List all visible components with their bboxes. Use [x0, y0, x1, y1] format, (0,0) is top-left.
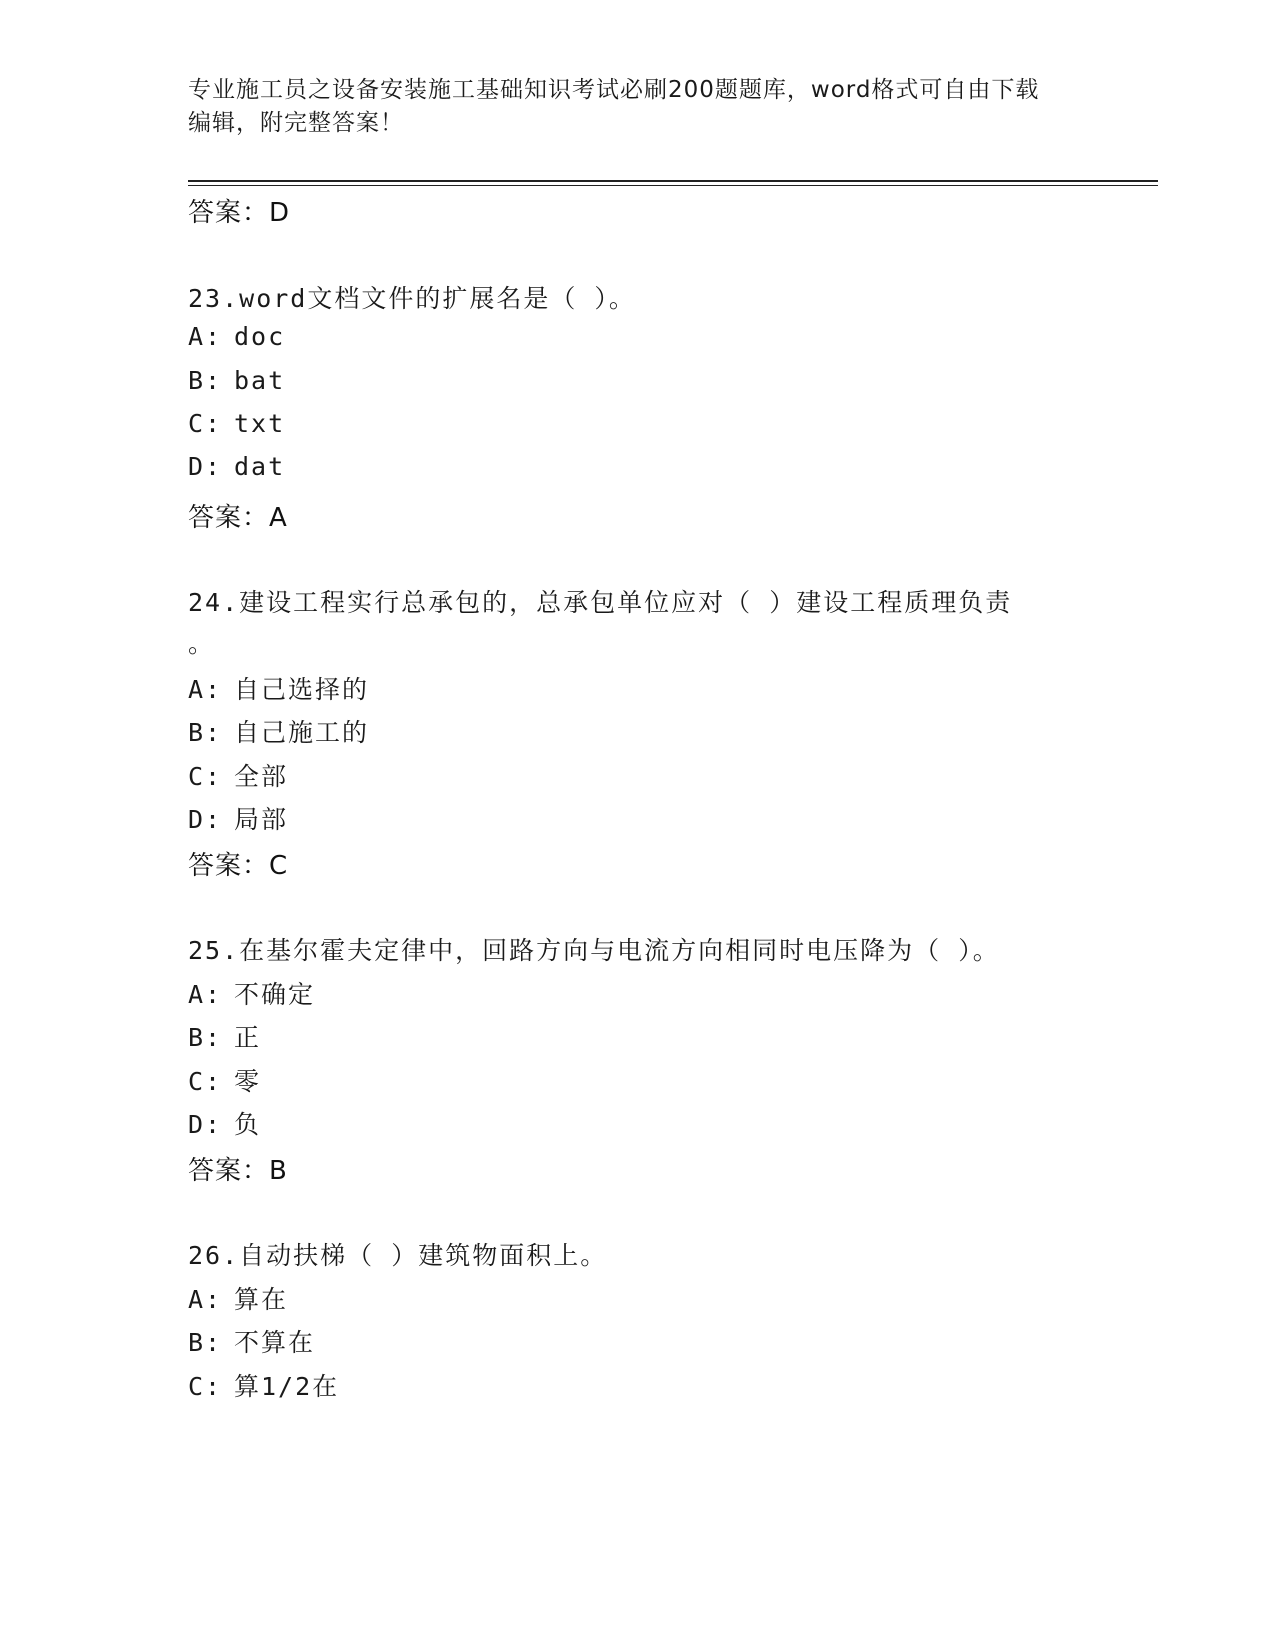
option-text: 负 [234, 1110, 262, 1139]
option-label: C: [188, 762, 223, 791]
question-23-option-a [188, 322, 285, 351]
option-label: A: [188, 980, 223, 1009]
question-24-option-d [188, 800, 288, 836]
question-24-option-b [188, 713, 369, 749]
question-25-option-d [188, 1105, 261, 1141]
option-label: C: [188, 1067, 223, 1096]
question-23-stem: 23.word文档文件的扩展名是（ ）。 [188, 284, 636, 313]
option-label: D: [188, 452, 223, 481]
question-24-answer: 答案：C [188, 851, 289, 881]
question-24-option-c [188, 757, 288, 793]
option-label: C: [188, 409, 223, 438]
option-label: D: [188, 805, 223, 834]
option-text: 正 [234, 1023, 262, 1052]
option-text: 全部 [234, 762, 289, 791]
question-25-option-c [188, 1062, 261, 1098]
question-26-stem: 26.自动扶梯（ ）建筑物面积上。 [188, 1241, 608, 1270]
question-25-stem: 25.在基尔霍夫定律中，回路方向与电流方向相同时电压降为（ ）。 [188, 936, 1000, 965]
document-header [188, 74, 1088, 140]
option-text: txt [234, 409, 286, 438]
option-label: C: [188, 1372, 223, 1401]
option-label: A: [188, 1285, 223, 1314]
header-divider-thin [188, 185, 1158, 186]
header-divider-thick [188, 180, 1158, 182]
question-23-option-b [188, 366, 285, 395]
option-text: 不确定 [234, 980, 316, 1009]
question-26-option-b [188, 1323, 315, 1359]
option-label: B: [188, 1023, 223, 1052]
option-text: 算在 [234, 1285, 289, 1314]
question-23-answer: 答案：A [188, 503, 288, 533]
option-text: bat [234, 366, 286, 395]
option-label: A: [188, 675, 223, 704]
question-25-option-b [188, 1018, 261, 1054]
option-text: 不算在 [234, 1328, 316, 1357]
question-26-option-a [188, 1280, 288, 1316]
option-label: B: [188, 718, 223, 747]
question-24-stem: 24.建设工程实行总承包的，总承包单位应对（ ）建设工程质理负责 [188, 588, 1013, 617]
question-23-option-c [188, 409, 285, 438]
option-label: A: [188, 322, 223, 351]
option-label: B: [188, 1328, 223, 1357]
option-text: 自己施工的 [234, 718, 370, 747]
option-text: 局部 [234, 805, 289, 834]
question-24-option-a [188, 670, 369, 706]
header-line-1: 专业施工员之设备安装施工基础知识考试必刷200题题库，word格式可自由下载 [188, 77, 1040, 103]
question-23-option-d [188, 452, 285, 481]
question-25-option-a [188, 975, 315, 1011]
option-text: 零 [234, 1067, 262, 1096]
answer-previous: 答案：D [188, 198, 291, 228]
option-label: D: [188, 1110, 223, 1139]
option-text: 算1/2在 [234, 1372, 340, 1401]
question-25-answer: 答案：B [188, 1156, 288, 1186]
question-24-stem-continued: 。 [188, 629, 216, 658]
option-text: doc [234, 322, 286, 351]
option-text: dat [234, 452, 286, 481]
option-label: B: [188, 366, 223, 395]
question-26-option-c [188, 1367, 339, 1403]
header-line-2: 编辑，附完整答案！ [188, 110, 404, 136]
option-text: 自己选择的 [234, 675, 370, 704]
